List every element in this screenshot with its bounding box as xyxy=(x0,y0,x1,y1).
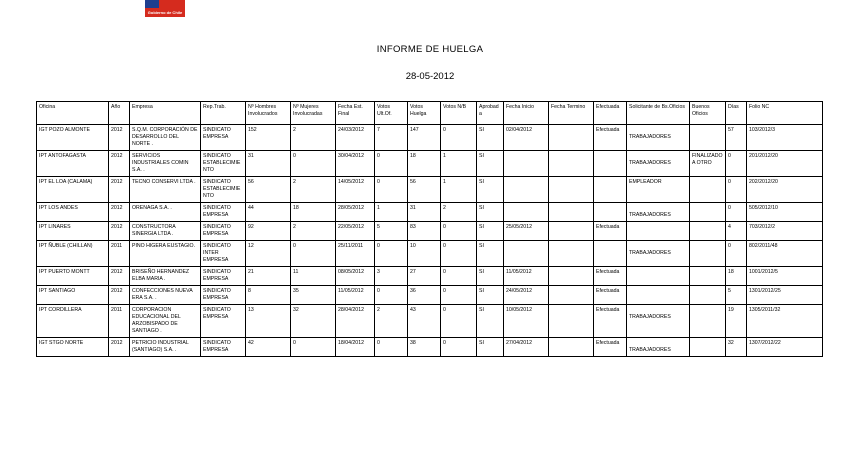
cell-rep-trab: SINDICATO EMPRESA xyxy=(201,267,246,286)
cell-empresa: CONFECCIONES NUEVA ERA S.A. . xyxy=(130,286,201,305)
cell-dias: 19 xyxy=(726,305,747,338)
cell-oficina: IPT SANTIAGO xyxy=(37,286,109,305)
cell-fecha-est-final: 14/05/2012 xyxy=(336,177,375,203)
cell-votos-nb: 0 xyxy=(441,338,477,357)
cell-fecha-inicio: 25/05/2012 xyxy=(504,222,549,241)
cell-solicitante xyxy=(627,338,690,357)
cell-hombres: 12 xyxy=(246,241,291,267)
cell-solicitante-text: TRABAJADORES xyxy=(629,250,671,256)
cell-fecha-termino xyxy=(549,125,594,151)
table-row xyxy=(37,125,823,151)
cell-aprobada: SI xyxy=(477,267,504,286)
cell-votos-huelga: 83 xyxy=(408,222,441,241)
cell-hombres: 152 xyxy=(246,125,291,151)
cell-fecha-termino xyxy=(549,151,594,177)
cell-folio-nc: 1307/2012/22 xyxy=(747,338,823,357)
cell-votos-huelga: 147 xyxy=(408,125,441,151)
cell-aprobada: SI xyxy=(477,125,504,151)
cell-ano: 2012 xyxy=(109,267,130,286)
col-efectuada-header: Efectuada xyxy=(594,102,627,125)
cell-fecha-inicio xyxy=(504,241,549,267)
cell-dias: 0 xyxy=(726,151,747,177)
cell-votos-huelga: 31 xyxy=(408,203,441,222)
table-body xyxy=(37,125,823,357)
cell-buenos-oficios xyxy=(690,267,726,286)
cell-efectuada: Efectuada xyxy=(594,267,627,286)
cell-fecha-inicio: 11/05/2012 xyxy=(504,267,549,286)
cell-rep-trab: SINDICATO EMPRESA xyxy=(201,338,246,357)
cell-solicitante xyxy=(627,125,690,151)
cell-empresa: TECNO CONSERVI LTDA . xyxy=(130,177,201,203)
cell-empresa: PETRICIO INDUSTRIAL (SANTIAGO) S.A. . xyxy=(130,338,201,357)
strike-report-table xyxy=(36,101,823,357)
cell-mujeres: 0 xyxy=(291,338,336,357)
cell-dias: 0 xyxy=(726,203,747,222)
cell-votos-ult-of: 0 xyxy=(375,286,408,305)
cell-fecha-est-final: 24/03/2012 xyxy=(336,125,375,151)
table-row xyxy=(37,222,823,241)
cell-votos-huelga: 10 xyxy=(408,241,441,267)
cell-hombres: 42 xyxy=(246,338,291,357)
cell-solicitante: EMPLEADOR xyxy=(627,177,690,203)
cell-ano: 2012 xyxy=(109,203,130,222)
table-row xyxy=(37,151,823,177)
cell-aprobada: SI xyxy=(477,338,504,357)
cell-buenos-oficios xyxy=(690,241,726,267)
cell-fecha-est-final: 22/05/2012 xyxy=(336,222,375,241)
cell-folio-nc: 1305/2011/32 xyxy=(747,305,823,338)
cell-empresa: SERVICIOS INDUSTRIALES COMIN S.A. . xyxy=(130,151,201,177)
cell-rep-trab: SINDICATO ESTABLECIMIENTO xyxy=(201,177,246,203)
cell-folio-nc: 802/2011/48 xyxy=(747,241,823,267)
cell-empresa: CORPORACION EDUCACIONAL DEL ARZOBISPADO DE SANTIAGO . xyxy=(130,305,201,338)
cell-rep-trab: SINDICATO EMPRESA xyxy=(201,125,246,151)
cell-votos-ult-of: 3 xyxy=(375,267,408,286)
cell-votos-huelga: 38 xyxy=(408,338,441,357)
cell-mujeres: 18 xyxy=(291,203,336,222)
cell-ano: 2011 xyxy=(109,305,130,338)
cell-rep-trab: SINDICATO EMPRESA xyxy=(201,305,246,338)
cell-efectuada: Efectuada xyxy=(594,286,627,305)
cell-fecha-est-final: 30/04/2012 xyxy=(336,151,375,177)
table-header-row xyxy=(37,102,823,125)
cell-oficina: IPT EL LOA (CALAMA) xyxy=(37,177,109,203)
cell-aprobada: SI xyxy=(477,286,504,305)
cell-fecha-termino xyxy=(549,203,594,222)
cell-votos-ult-of: 0 xyxy=(375,241,408,267)
cell-ano: 2012 xyxy=(109,222,130,241)
cell-votos-nb: 0 xyxy=(441,286,477,305)
cell-hombres: 8 xyxy=(246,286,291,305)
cell-efectuada xyxy=(594,151,627,177)
cell-folio-nc: 1301/2012/25 xyxy=(747,286,823,305)
table-row xyxy=(37,177,823,203)
cell-oficina: IPT LINARES xyxy=(37,222,109,241)
cell-buenos-oficios xyxy=(690,305,726,338)
cell-mujeres: 2 xyxy=(291,125,336,151)
col-solicitante-header: Solicitante de Bs.Oficios xyxy=(627,102,690,125)
cell-votos-nb: 0 xyxy=(441,241,477,267)
cell-solicitante xyxy=(627,267,690,286)
cell-dias: 32 xyxy=(726,338,747,357)
cell-ano: 2012 xyxy=(109,125,130,151)
cell-oficina: IPT LOS ANDES xyxy=(37,203,109,222)
cell-aprobada: SI xyxy=(477,203,504,222)
cell-votos-huelga: 36 xyxy=(408,286,441,305)
cell-fecha-termino xyxy=(549,222,594,241)
cell-aprobada: SI xyxy=(477,222,504,241)
cell-folio-nc: 703/2012/2 xyxy=(747,222,823,241)
col-fecha-inicio-header: Fecha Inicio xyxy=(504,102,549,125)
cell-mujeres: 2 xyxy=(291,177,336,203)
table-row xyxy=(37,267,823,286)
cell-efectuada: Efectuada xyxy=(594,222,627,241)
cell-mujeres: 0 xyxy=(291,151,336,177)
cell-buenos-oficios xyxy=(690,203,726,222)
col-hombres-header: Nº Hombres Involucrados xyxy=(246,102,291,125)
cell-hombres: 31 xyxy=(246,151,291,177)
cell-buenos-oficios: FINALIZADO A OTRO xyxy=(690,151,726,177)
col-fecha-termino-header: Fecha Termino xyxy=(549,102,594,125)
cell-solicitante-text: TRABAJADORES xyxy=(629,314,671,320)
table-row xyxy=(37,305,823,338)
cell-buenos-oficios xyxy=(690,125,726,151)
cell-fecha-inicio xyxy=(504,203,549,222)
cell-mujeres: 2 xyxy=(291,222,336,241)
cell-dias: 18 xyxy=(726,267,747,286)
cell-solicitante xyxy=(627,222,690,241)
report-title: INFORME DE HUELGA xyxy=(376,44,484,55)
cell-rep-trab: SINDICATO INTER EMPRESA xyxy=(201,241,246,267)
cell-dias: 0 xyxy=(726,241,747,267)
cell-solicitante-text: TRABAJADORES xyxy=(629,134,671,140)
cell-solicitante xyxy=(627,151,690,177)
cell-rep-trab: SINDICATO ESTABLECIMIENTO xyxy=(201,151,246,177)
cell-oficina: IPT ANTOFAGASTA xyxy=(37,151,109,177)
cell-fecha-inicio xyxy=(504,177,549,203)
cell-dias: 5 xyxy=(726,286,747,305)
cell-votos-nb: 1 xyxy=(441,151,477,177)
cell-ano: 2012 xyxy=(109,177,130,203)
cell-votos-ult-of: 0 xyxy=(375,151,408,177)
cell-fecha-inicio: 10/05/2012 xyxy=(504,305,549,338)
cell-folio-nc: 201/2012/20 xyxy=(747,151,823,177)
cell-solicitante-text: TRABAJADORES xyxy=(629,160,671,166)
cell-votos-nb: 0 xyxy=(441,305,477,338)
cell-votos-ult-of: 5 xyxy=(375,222,408,241)
cell-aprobada: SI xyxy=(477,151,504,177)
cell-fecha-inicio: 24/05/2012 xyxy=(504,286,549,305)
cell-hombres: 92 xyxy=(246,222,291,241)
cell-empresa: CONSTRUCTORA SINERGIA LTDA . xyxy=(130,222,201,241)
cell-rep-trab: SINDICATO EMPRESA xyxy=(201,286,246,305)
cell-ano: 2012 xyxy=(109,286,130,305)
cell-aprobada: SI xyxy=(477,305,504,338)
cell-mujeres: 35 xyxy=(291,286,336,305)
cell-votos-nb: 0 xyxy=(441,125,477,151)
col-aprobada-header: Aprobada xyxy=(477,102,504,125)
col-rep-trab-header: Rep.Trab. xyxy=(201,102,246,125)
cell-hombres: 21 xyxy=(246,267,291,286)
cell-fecha-termino xyxy=(549,267,594,286)
cell-aprobada: SI xyxy=(477,241,504,267)
cell-oficina: IPT ÑUBLE (CHILLAN) xyxy=(37,241,109,267)
cell-dias: 4 xyxy=(726,222,747,241)
cell-votos-nb: 0 xyxy=(441,267,477,286)
cell-oficina: IGT POZO ALMONTE xyxy=(37,125,109,151)
cell-dias: 57 xyxy=(726,125,747,151)
cell-empresa: BRISEÑO HERNANDEZ ELBA MARIA . xyxy=(130,267,201,286)
cell-fecha-est-final: 08/05/2012 xyxy=(336,267,375,286)
cell-solicitante xyxy=(627,241,690,267)
cell-fecha-inicio xyxy=(504,151,549,177)
cell-buenos-oficios xyxy=(690,286,726,305)
cell-fecha-est-final: 18/04/2012 xyxy=(336,338,375,357)
cell-fecha-est-final: 11/05/2012 xyxy=(336,286,375,305)
table-row xyxy=(37,338,823,357)
col-mujeres-header: Nº Mujeres Involucradas xyxy=(291,102,336,125)
cell-ano: 2012 xyxy=(109,151,130,177)
cell-hombres: 56 xyxy=(246,177,291,203)
cell-fecha-est-final: 28/04/2012 xyxy=(336,305,375,338)
cell-mujeres: 0 xyxy=(291,241,336,267)
table-row xyxy=(37,241,823,267)
cell-rep-trab: SINDICATO EMPRESA xyxy=(201,222,246,241)
cell-hombres: 13 xyxy=(246,305,291,338)
cell-votos-ult-of: 0 xyxy=(375,177,408,203)
table-row xyxy=(37,203,823,222)
cell-oficina: IGT STGO NORTE xyxy=(37,338,109,357)
cell-solicitante-text: TRABAJADORES xyxy=(629,212,671,218)
cell-efectuada xyxy=(594,203,627,222)
cell-oficina: IPT CORDILLERA xyxy=(37,305,109,338)
cell-buenos-oficios xyxy=(690,338,726,357)
cell-fecha-termino xyxy=(549,286,594,305)
cell-fecha-termino xyxy=(549,241,594,267)
cell-hombres: 44 xyxy=(246,203,291,222)
report-date: 28-05-2012 xyxy=(405,71,455,82)
cell-votos-ult-of: 2 xyxy=(375,305,408,338)
col-buenos-oficios-header: Buenos Oficios xyxy=(690,102,726,125)
cell-fecha-termino xyxy=(549,177,594,203)
cell-efectuada: Efectuada xyxy=(594,338,627,357)
cell-solicitante xyxy=(627,305,690,338)
cell-buenos-oficios xyxy=(690,222,726,241)
cell-fecha-est-final: 25/11/2011 xyxy=(336,241,375,267)
cell-votos-ult-of: 7 xyxy=(375,125,408,151)
logo-red-block xyxy=(159,0,185,8)
table-row xyxy=(37,286,823,305)
gobierno-de-chile-logo xyxy=(145,0,185,17)
cell-votos-ult-of: 1 xyxy=(375,203,408,222)
cell-solicitante xyxy=(627,203,690,222)
cell-empresa: S.Q.M. CORPORACIÓN DE DESARROLLO DEL NORTE . xyxy=(130,125,201,151)
col-votos-huelga-header: Votos Huelga xyxy=(408,102,441,125)
cell-fecha-termino xyxy=(549,305,594,338)
cell-votos-nb: 1 xyxy=(441,177,477,203)
cell-rep-trab: SINDICATO EMPRESA xyxy=(201,203,246,222)
col-ano-header: Año xyxy=(109,102,130,125)
cell-folio-nc: 202/2012/20 xyxy=(747,177,823,203)
cell-votos-ult-of: 0 xyxy=(375,338,408,357)
col-oficina-header: Oficina xyxy=(37,102,109,125)
cell-efectuada: Efectuada xyxy=(594,305,627,338)
col-dias-header: Días xyxy=(726,102,747,125)
cell-folio-nc: 505/2012/10 xyxy=(747,203,823,222)
cell-mujeres: 32 xyxy=(291,305,336,338)
cell-efectuada: Efectuada xyxy=(594,125,627,151)
cell-votos-nb: 2 xyxy=(441,203,477,222)
cell-fecha-termino xyxy=(549,338,594,357)
cell-votos-huelga: 18 xyxy=(408,151,441,177)
cell-mujeres: 11 xyxy=(291,267,336,286)
cell-buenos-oficios xyxy=(690,177,726,203)
cell-votos-huelga: 43 xyxy=(408,305,441,338)
cell-ano: 2011 xyxy=(109,241,130,267)
col-folio-nc-header: Folio NC xyxy=(747,102,823,125)
cell-ano: 2012 xyxy=(109,338,130,357)
cell-aprobada: SI xyxy=(477,177,504,203)
cell-empresa: PINO HIGERA EUSTAGIO. xyxy=(130,241,201,267)
cell-folio-nc: 103/2012/3 xyxy=(747,125,823,151)
cell-oficina: IPT PUERTO MONTT xyxy=(37,267,109,286)
cell-folio-nc: 1001/2012/5 xyxy=(747,267,823,286)
logo-blue-block xyxy=(145,0,159,8)
logo-flag-bar xyxy=(145,0,185,8)
cell-empresa: ORENAGA S.A. . xyxy=(130,203,201,222)
cell-fecha-inicio: 27/04/2012 xyxy=(504,338,549,357)
cell-votos-huelga: 56 xyxy=(408,177,441,203)
logo-text: Gobierno de Chile xyxy=(145,8,185,17)
cell-efectuada xyxy=(594,177,627,203)
col-fecha-est-final-header: Fecha Est. Final xyxy=(336,102,375,125)
cell-solicitante xyxy=(627,286,690,305)
cell-dias: 0 xyxy=(726,177,747,203)
cell-solicitante-text: TRABAJADORES xyxy=(629,347,671,353)
cell-votos-huelga: 27 xyxy=(408,267,441,286)
cell-votos-nb: 0 xyxy=(441,222,477,241)
cell-fecha-inicio: 02/04/2012 xyxy=(504,125,549,151)
col-empresa-header: Empresa xyxy=(130,102,201,125)
col-votos-ult-of-header: Votos Ult.Of. xyxy=(375,102,408,125)
cell-fecha-est-final: 28/05/2012 xyxy=(336,203,375,222)
col-votos-nb-header: Votos N/B xyxy=(441,102,477,125)
cell-efectuada xyxy=(594,241,627,267)
